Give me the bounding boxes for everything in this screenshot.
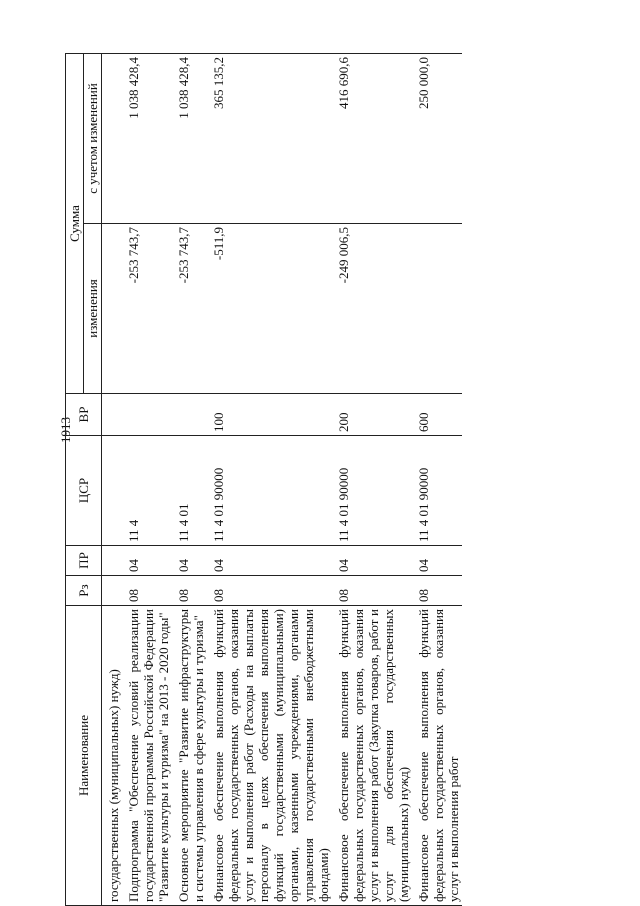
table-row <box>207 54 332 906</box>
table-row <box>122 54 172 906</box>
page-number: 1913 <box>58 417 73 443</box>
cell-rz: 08 <box>207 576 332 606</box>
cell-csr <box>102 436 123 546</box>
header-sum: Сумма <box>66 54 84 394</box>
cell-vr: 600 <box>412 394 462 436</box>
header-pr: ПР <box>66 546 102 576</box>
cell-csr: 11 4 01 90000 <box>207 436 332 546</box>
cell-vr: 100 <box>207 394 332 436</box>
header-with-changes: с учетом изменений <box>84 54 102 224</box>
cell-rz: 08 <box>332 576 412 606</box>
table-row <box>102 54 123 906</box>
header-vr: ВР <box>66 394 102 436</box>
cell-changes: -511,9 <box>207 224 332 394</box>
cell-pr: 04 <box>332 546 412 576</box>
table-body <box>102 54 463 906</box>
cell-name: Финансовое обеспечение выполнения функций федеральных государственных органов, оказания услуг и выполнения работ (Закупка товаров, работ и услуг для обеспечения государственных (муниципальных) нужд) <box>332 606 412 906</box>
cell-rz: 08 <box>412 576 462 606</box>
cell-name: Подпрограмма "Обеспечение условий реализации государственной программы Российской Федерации "Развитие культуры и туризма" на 2013 - 2020 годы" <box>122 606 172 906</box>
cell-csr: 11 4 <box>122 436 172 546</box>
cell-with-changes: 416 690,6 <box>332 54 412 224</box>
cell-with-changes: 250 000,0 <box>412 54 462 224</box>
cell-pr <box>102 546 123 576</box>
cell-vr <box>122 394 172 436</box>
cell-changes <box>102 224 123 394</box>
cell-rz: 08 <box>122 576 172 606</box>
cell-vr: 200 <box>332 394 412 436</box>
cell-changes: -249 006,5 <box>332 224 412 394</box>
cell-with-changes <box>102 54 123 224</box>
cell-csr: 11 4 01 90000 <box>412 436 462 546</box>
cell-with-changes: 1 038 428,4 <box>172 54 207 224</box>
header-rz: Рз <box>66 576 102 606</box>
cell-pr: 04 <box>122 546 172 576</box>
cell-csr: 11 4 01 <box>172 436 207 546</box>
cell-pr: 04 <box>412 546 462 576</box>
cell-name: Основное мероприятие "Развитие инфраструктуры и системы управления в сфере культуры и туризма" <box>172 606 207 906</box>
table-row <box>412 54 462 906</box>
header-name: Наименование <box>66 606 102 906</box>
cell-name: государственных (муниципальных) нужд) <box>102 606 123 906</box>
header-csr: ЦСР <box>66 436 102 546</box>
header-changes: изменения <box>84 224 102 394</box>
cell-changes: -253 743,7 <box>122 224 172 394</box>
cell-rz <box>102 576 123 606</box>
cell-rz: 08 <box>172 576 207 606</box>
cell-vr <box>102 394 123 436</box>
budget-table <box>65 53 462 906</box>
budget-table-wrapper <box>65 54 617 906</box>
cell-vr <box>172 394 207 436</box>
cell-name: Финансовое обеспечение выполнения функций федеральных государственных органов, оказания услуг и выполнения работ <box>412 606 462 906</box>
cell-name: Финансовое обеспечение выполнения функций федеральных государственных органов, оказания услуг и выполнения работ (Расходы на выплаты персоналу в целях обеспечения выполнения функций государственными (муниципальными) органами, казенными учреждениями, органами управления государственными внебюджетными фондами) <box>207 606 332 906</box>
cell-changes <box>412 224 462 394</box>
cell-csr: 11 4 01 90000 <box>332 436 412 546</box>
cell-with-changes: 1 038 428,4 <box>122 54 172 224</box>
cell-pr: 04 <box>172 546 207 576</box>
cell-changes: -253 743,7 <box>172 224 207 394</box>
cell-pr: 04 <box>207 546 332 576</box>
table-row <box>172 54 207 906</box>
table-row <box>332 54 412 906</box>
cell-with-changes: 365 135,2 <box>207 54 332 224</box>
